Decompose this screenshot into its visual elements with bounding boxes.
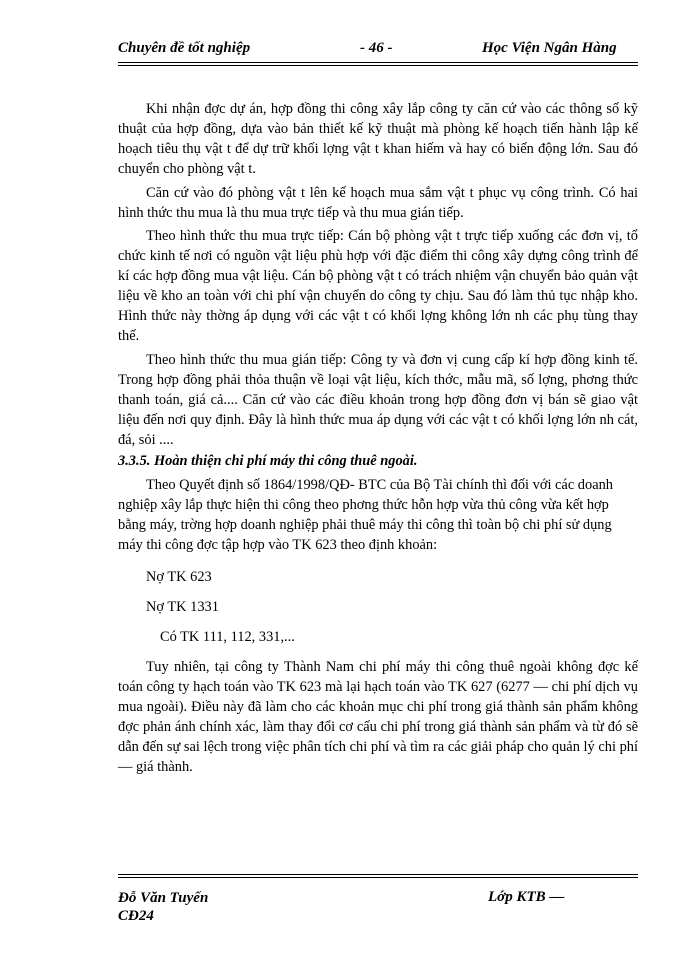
section-heading: 3.3.5. Hoàn thiện chi phí máy thi công thuê ngoài. (118, 453, 418, 470)
paragraph-analysis: Tuy nhiên, tại công ty Thành Nam chi phí máy thi công thuê ngoài không đợc kế toán công ty hạch toán vào TK 623 mà lại hạch toán vào TK 627 (6277 — chi phí dịch vụ mua ngoài). Điều này đã làm cho các khoản mục chi phí trong giá thành sản phẩm không đợc phản ánh chính xác, làm thay đổi cơ cấu chi phí trong giá thành sản phẩm và từ đó sẽ dẫn đến sự sai lệch trong việc phân tích chi phí và tìm ra các giải pháp cho quản lý chi phí — giá thành. (118, 659, 638, 775)
header-rule-thin (118, 65, 638, 66)
paragraph-direct-purchase: Theo hình thức thu mua trực tiếp: Cán bộ phòng vật t trực tiếp xuống các đơn vị, tổ chức kinh tế nơi có nguồn vật liệu phù hợp với đặc điểm thi công xây dựng công trình để kí các hợp đồng mua vật liệu. Cán bộ phòng vật t có trách nhiệm vận chuyển bảo quản vật liệu về kho an toàn với chi phí vận chuyển do công ty chịu. Sau đó làm thủ tục nhập kho. Hình thức này thờng áp dụng với các vật t có khối lợng không lớn nh các phụ tùng thay thế. (118, 228, 638, 344)
paragraph-planning: Khi nhận đợc dự án, hợp đồng thi công xây lắp công ty căn cứ vào các thông số kỹ thuật của hợp đồng, dựa vào bản thiết kế kỹ thuật mà phòng kế hoạch tiến hành lập kế hoạch tiêu thụ vật t để dự trữ khối lợng vật t khan hiếm và hay có biến động lớn. Sau đó chuyển cho phòng vật t. (118, 101, 638, 177)
footer-author (118, 889, 208, 925)
header-institution: Học Viện Ngân Hàng (482, 40, 617, 56)
header-page-number: - 46 - (360, 40, 393, 56)
page-body (118, 100, 638, 777)
page-header (118, 40, 638, 62)
journal-entry-debit-1331: Nợ TK 1331 (146, 599, 219, 616)
paragraph-indirect-purchase: Theo hình thức thu mua gián tiếp: Công ty và đơn vị cung cấp kí hợp đồng kinh tế. Trong hợp đồng phải thỏa thuận về loại vật liệu, kích thớc, mẫu mã, số lợng, phơng thức thanh toán, giá cả.... Căn cứ vào các điều khoản trong hợp đồng đơn vị bán sẽ giao vật liệu đến nơi quy định. Đây là hình thức mua áp dụng với các vật t có khối lợng lớn nh cát, đá, sỏi .... (118, 351, 638, 448)
header-rule (118, 62, 638, 63)
footer-rule-thin (118, 874, 638, 875)
footer-author-cohort: CĐ24 (118, 908, 154, 924)
footer-class: Lớp KTB — (488, 889, 565, 905)
paragraph-regulation: Theo Quyết định số 1864/1998/QĐ- BTC của Bộ Tài chính thì đối với các doanh nghiệp xây lắp thực hiện thi công theo phơng thức hỗn hợp vừa thủ công vừa kết hợp bằng máy, trờng hợp doanh nghiệp phải thuê máy thi công thì toàn bộ chi phí sử dụng máy thi công đợc tập hợp vào TK 623 theo định khoản: (118, 477, 613, 554)
footer-author-name: Đỗ Văn Tuyến (118, 890, 209, 906)
journal-entry-debit-623: Nợ TK 623 (146, 569, 212, 586)
paragraph-purchase-forms: Căn cứ vào đó phòng vật t lên kế hoạch mua sắm vật t phục vụ công trình. Có hai hình thức thu mua là thu mua trực tiếp và thu mua gián tiếp. (118, 184, 638, 221)
journal-entry-credit: Có TK 111, 112, 331,... (160, 629, 295, 646)
header-thesis-title: Chuyên đề tốt nghiệp (118, 40, 251, 56)
footer-rule (118, 877, 638, 878)
